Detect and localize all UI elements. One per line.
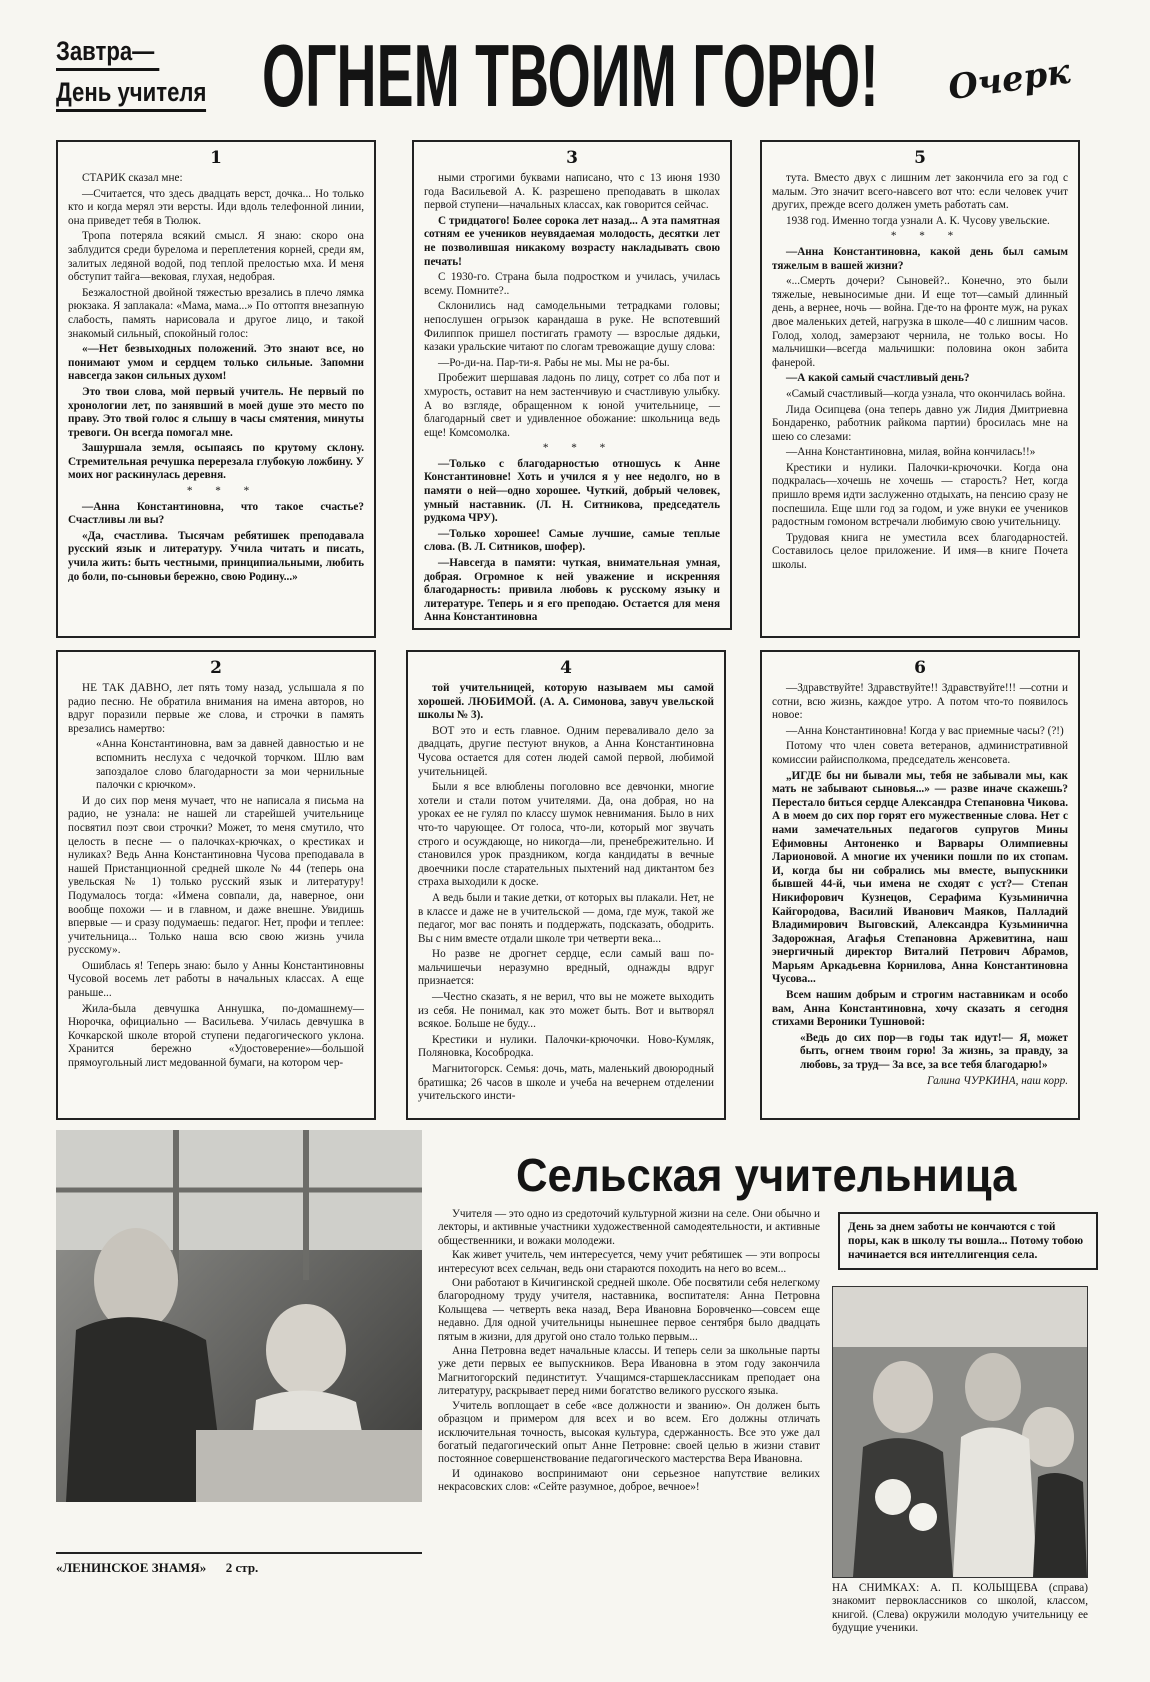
section-box-inner [762,142,1078,579]
paragraph: Крестики и нулики. Палочки-крючочки. Когда она подкралась—хочешь не хочешь — старость? Нет, когда пришло время идти заслуженно отдыхать, на пенсию сразу не поспешила. Еще шли год за годом, и уже внуки ее учеников радостным гомоном встречали любимую свою учительницу. [772,461,1068,529]
paragraph: ВОТ это и есть главное. Одним переваливало дело за двадцать, другие пестуют внуков, а Анна Константиновна Чусова остается для сотен людей самой первой, любимой учительницей. [418,724,714,778]
paragraph: «Да, счастлива. Тысячам ребятишек преподавала русский язык и литературу. Учила читать и писать, учила жить: быть честными, принципиальными, любить до боли, по-сыновьи бережно, свою Родину...» [68,529,364,583]
paragraph: —А какой самый счастливый день? [786,372,970,385]
paragraph: —Только хорошее! Самые лучшие, самые теплые слова. (В. Л. Ситников, шофер). [424,527,720,554]
paragraph: Но разве не дрогнет сердце, если самый ваш по-мальчишечьи неразумно вредный, однажды вдруг признается: [418,948,714,988]
section-separator: * * * [542,442,616,455]
paragraph: ными строгими буквами написано, что с 13 июня 1930 года Васильевой А. К. разрешено преподавать в школах первой ступени—начальных классах, как говорится сейчас. [424,172,720,212]
kicker [56,34,212,112]
paragraph: Крестики и нулики. Палочки-крючочки. Ново-Кумляк, Поляновка, Кособродка. [418,1033,714,1060]
paragraph: И до сих пор меня мучает, что не написала я письма на радио, не узнала: не нашей ли старейшей учительнице посвятил поэт свои строчки? Может, то меня смутило, что целость в песне — о палочках-крючках, о крестиках и нуликах? Ведь Анна Константиновна Чусова преподавала в нашей Пристанционной средней школе № 44 (теперь она увельская № 1) только русский язык и литературу! Подумалось тогда: «Имена совпали, да, наверное, они вообще похожи — и в главном, и даже внешне. Увидишь впервые — и сразу подумаешь: педагог. Нет, профи и теплее: учительница... Только наша всю свою жизнь учила русскому». [68,794,364,957]
paragraph: Пробежит шершавая ладонь по лицу, сотрет со лба пот и хмурость, оставит на нем застенчивую и счастливую улыбку. А во взгляде, обращенном к юной учительнице, — благодарный свет и удивленное обожание: школьница ведь еще! Комсомолка. [424,372,720,439]
paragraph: —Ро-ди-на. Пар-ти-я. Рабы не мы. Мы не ра-бы. [438,356,670,369]
article-title: Сельская учительница [516,1149,1017,1201]
section-box-2 [56,650,376,1120]
paragraph: —Честно сказать, я не верил, что вы не можете выходить из себя. Не понимал, как это может быть. Вот и вытворял всякое. Больше не буду... [418,991,714,1031]
section-number: 3 [566,148,578,168]
paragraph: „ИГДЕ бы ни бывали мы, тебя не забывали мы, как мать не забывают сыновья...» — разве иначе скажешь? Перестало биться сердце Александра Степановна Чикова. А в моем до сих пор горят его мужественные слова. Нет с нами замечательных педагогов супругов Мины Ефимовны Антоненко и Варвары Олимпиевны Ларионовой. А многие их ученики пошли по их стопам. И, когда бы ни собрались мы вместе, выпускники бывшей 44-й, чьи имена не сходят с уст?— Степан Никифорович Кузнецов, Серафима Кузьминична Кайгородова, Василий Иванович Маяков, Палладий Владимирович Выговский, Александра Кузьминична Задорожная, Агафья Степановна Аржевитина, наш энергичный директор Виталий Петрович Абрамов, Марьям Аркадьевна Корнилова, Анна Константиновна Чусова... [772,769,1068,986]
section-number: 2 [210,658,222,678]
article-paragraph: Они работают в Кичигинской средней школе. Обе посвятили себя нелегкому благородному труду учителя, наставника, воспитателя: Анна Петровна Колыщева — четверть века назад, Вера Ивановна Боровченко—совсем еще недавно. Для одной учительницы нынешнее первое сентября было двадцать пятым в жизни, для другой оно стало только первым... [438,1277,820,1343]
paragraph: 1938 год. Именно тогда узнали А. К. Чусову увельские. [786,214,1050,227]
headline: ОГНЕМ ТВОИМ ГОРЮ! [262,26,879,125]
paragraph: Склонились над самодельными тетрадками головы; непослушен огрызок карандаша в руке. Не вспотевший Филиппок пришел постигать грамоту — взрослые дядьки, казаки уральские читают по слогам тревожащие душу слова: [424,300,720,354]
kicker-line-2: День учителя [56,75,206,112]
footer-rule [56,1552,422,1554]
article-paragraph: Учителя — это одно из средоточий культурной жизни на селе. Они обычно и лекторы, и активные участники художественной самодеятельности, и активные общественники, и вожаки молодежи. [438,1208,820,1247]
paragraph: Ошиблась я! Теперь знаю: было у Анны Константиновны Чусовой восемь лет работы в начальных классах. А еще раньше... [68,959,364,1000]
photo-caption: НА СНИМКАХ: А. П. КОЛЫЩЕВА (справа) знакомит первоклассников со школой, классом, книгой. (Слева) окружили молодую учительницу ее будущие ученики. [832,1582,1088,1635]
paragraph: Жила-была девчушка Аннушка, по-домашнему—Нюрочка, официально — Васильева. Училась девчушка в Кочкарской школе второй ступени педагогического уклона. Хранится бережно «Удостоверение»—большой прямоугольный лист медованной бумаги, на котором чер- [68,1002,364,1070]
section-box-1 [56,140,376,638]
section-box-inner [762,652,1078,1094]
section-number: 1 [210,148,222,168]
teacher-photo [56,1130,422,1502]
paragraph: «Анна Константиновна, вам за давней давностью и не вспомнить неслуха с чедочкой торчком. Шлю вам запоздалое слово благодарности за мои чернильные палочки с крючком». [96,738,364,792]
section-box-inner [408,652,724,1110]
paragraph: Зашуршала земля, осыпаясь по крутому склону. Стремительная речушка перерезала глубокую ложбину. У моих ног раскинулась деревня. [68,442,364,482]
paragraph: Галина ЧУРКИНА, наш корр. [927,1074,1068,1087]
section-box-inner [58,142,374,590]
paragraph: «Ведь до сих пор—в годы так идут!— Я, может быть, огнем твоим горю! За жизнь, за правду, за любовь, за труд— За все, за все тебя благодарю!» [800,1031,1068,1072]
paragraph: Потому что член совета ветеранов, административной комиссии райисполкома, председатель женсовета. [772,740,1068,766]
article-paragraph: Учитель воплощает в себе «все должности и званию». Он должен быть образцом и примером для всех и во всем. Его должны отличать исключительная точность, высокая культура, сдержанность. Все это уже дал богатый педагогический опыт Анне Петровне: своей целью в жизни ставит постоянное совершенствование педагогического мастерства Вера Ивановна. [438,1399,820,1466]
section-box-inner [58,652,374,1077]
section-separator: * * * [186,485,260,498]
paragraph: —Навсегда в памяти: чуткая, внимательная умная, добрая. Огромное к ней уважение и искренняя благодарность: привила любовь к русскому языку и литературе. Теперь и я его преподаю. Остается для меня Анна Константиновна [424,557,720,624]
class-photo-image [833,1287,1087,1577]
paragraph: Были я все влюблены поголовно все девчонки, многие хотели и стали потом учителями. Да, она добрая, но на уроках ее не гулял по классу шумок невнимания. Было в них что-то чарующее. От голоса, что-ли, который мог звучать строго и осуждающе, но никогда—ли, пренебрежительно. И становился урок праздником, когда кандидаты в вечные двоечники после старательных пыхтений над диктантом без страха выходили к доске. [418,781,714,889]
section-box-4 [406,650,726,1120]
article-body [438,1208,820,1578]
paragraph: С 1930-го. Страна была подростком и училась, училась всему. Помните?.. [424,271,720,297]
paragraph: —Здравствуйте! Здравствуйте!! Здравствуйте!!! —сотни и сотни, всю жизнь, каждое утро. А потом что-то появилось новое: [772,682,1068,722]
paragraph: Тропа потеряла всякий смысл. Я знаю: скоро она заблудится среди бурелома и переплетения корней, среди ям, залитых ледяной водой, под теплой прелостью мха. И меня обступит тайга—вековая, глухая, недобрая. [68,230,364,284]
section-box-3 [412,140,732,630]
paragraph: —Только с благодарностью отношусь к Анне Константиновне! Хоть и учился я у нее недолго, но в памяти о ней—одно хорошее. Чуткий, добрый человек, умный наставник. (Л. Н. Ситникова, председатель рудкома ЧРУ). [424,457,720,525]
section-number: 5 [914,148,926,168]
paragraph: тута. Вместо двух с лишним лет закончила его за год с малым. Это значит всего-навсего вот что: если человек учит других, прежде всего должен уметь работать сам. [772,172,1068,212]
paragraph: —Анна Константиновна! Когда у вас приемные часы? (?!) [786,724,1064,737]
paragraph: С тридцатого! Более сорока лет назад... А эта памятная сотням ее учеников неувядаемая молодость, десятки лет не позволившая никакому возрасту накладывать свою печать! [424,214,720,268]
section-separator: * * * [890,230,964,243]
section-box-6 [760,650,1080,1120]
paragraph: —Анна Константиновна, какой день был самым тяжелым в вашей жизни? [772,245,1068,272]
paragraph: Безжалостной двойной тяжестью врезались в плечо лямка рюкзака. Я заплакала: «Мама, мама...» По оттоптя внезапную слабость, память нарисовала и другое лицо, и такой знакомый сильный, спокойный голос: [68,286,364,340]
rubric-label: Очерк [945,51,1073,109]
paragraph: —Анна Константиновна, что такое счастье? Счастливы ли вы? [68,500,364,527]
paragraph: Всем нашим добрым и строгим наставникам и особо вам, Анна Константиновна, хочу сказать я сегодня стихами Вероники Тушновой: [772,989,1068,1029]
paragraph: А ведь были и такие детки, от которых вы плакали. Нет, не в классе и даже не в учительской — дома, где муж, такой же педагог, мог вас понять и поддержать, подсказать, ободрить. Вы с ним вместе отдали школе три четверти века... [418,891,714,945]
paragraph: —Анна Константиновна, милая, война кончилась!!» [786,446,1036,459]
class-photo [832,1286,1088,1578]
section-number: 6 [914,658,926,678]
paragraph: Это твои слова, мой первый учитель. Не первый по хронологии лет, по занявший в моей душе это место по праву. Это твой голос я слышу в часы смятения, минуты тревоги. Он всегда помогал мне. [68,385,364,439]
newspaper-name: «ЛЕНИНСКОЕ ЗНАМЯ» [56,1560,207,1575]
paragraph: той учительницей, которую называем мы самой хорошей. ЛЮБИМОЙ. (А. А. Симонова, завуч увельской школы № 3). [418,682,714,722]
article-paragraph: Как живет учитель, чем интересуется, чему учит ребятишек — эти вопросы интересуют всех сельчан, ведь они стараются походить на него во всем... [438,1249,820,1275]
page-number: 2 стр. [225,1560,259,1575]
paragraph: —Считается, что здесь двадцать верст, дочка... Но только кто и когда мерял эти версты. Иди вдоль телефонной линии, она приведет тебя в Тюлюк. [68,187,364,227]
article-epigraph: День за днем заботы не кончаются с той поры, как в школу ты вошла... Потому тобою начинается вся интеллигенция села. [838,1212,1098,1270]
section-box-inner [414,142,730,630]
article-paragraph: И одинаково воспринимают они серьезное напутствие великих некрасовских слов: «Сейте разумное, доброе, вечное»! [438,1467,820,1494]
kicker-line-1: Завтра— [56,34,159,71]
paragraph: Трудовая книга не уместила всех благодарностей. Составилось целое приложение. И имя—в книге Почета школы. [772,531,1068,572]
paragraph: «...Смерть дочери? Сыновей?.. Конечно, это были тяжелые, невыносимые дни. И еще тот—самый длинный день, а вернее, ночь — война. Где-то на фронте муж, на руках двое маленьких детей, нагрузка в школе—40 с лишним часов. Голод, холод, замерзают чернила, не только восы. Но мальчишки—всегда мальчишки: половина окон забита фанерой. [772,275,1068,369]
paragraph: «—Нет безвыходных положений. Это знают все, но понимают умом и сердцем только сильные. Запомни навсегда закон сильных духом! [68,343,364,383]
paragraph: СТАРИК сказал мне: [82,172,183,184]
section-box-5 [760,140,1080,638]
page-footer [56,1560,258,1576]
article-paragraph: Анна Петровна ведет начальные классы. И теперь сели за школьные парты уже дети первых ее выпускников. Вера Ивановна в этом году закончила Магнитогорский пединститут. Учащимся-старшеклассникам преподает она литературу, раскрывает перед ними богатство великого русского языка. [438,1345,820,1398]
paragraph: «Самый счастливый—когда узнала, что окончилась война. [786,387,1066,400]
paragraph: НЕ ТАК ДАВНО, лет пять тому назад, услышала я по радио песню. Не обратила внимания на имена авторов, но вдруг поразили первые же слова, и строчки в память врезались намертво: [68,682,364,735]
paragraph: Магнитогорск. Семья: дочь, мать, маленький двоюродный братишка; 26 часов в школе и учеба на вечернем отделении учительского инсти- [418,1063,714,1103]
section-number: 4 [560,658,572,678]
teacher-photo-image [56,1130,422,1502]
paragraph: Лида Осипцева (она теперь давно уж Лидия Дмитриевна Бондаренко, работник райкома партии) бросилась мне на шею со слезами: [772,403,1068,443]
